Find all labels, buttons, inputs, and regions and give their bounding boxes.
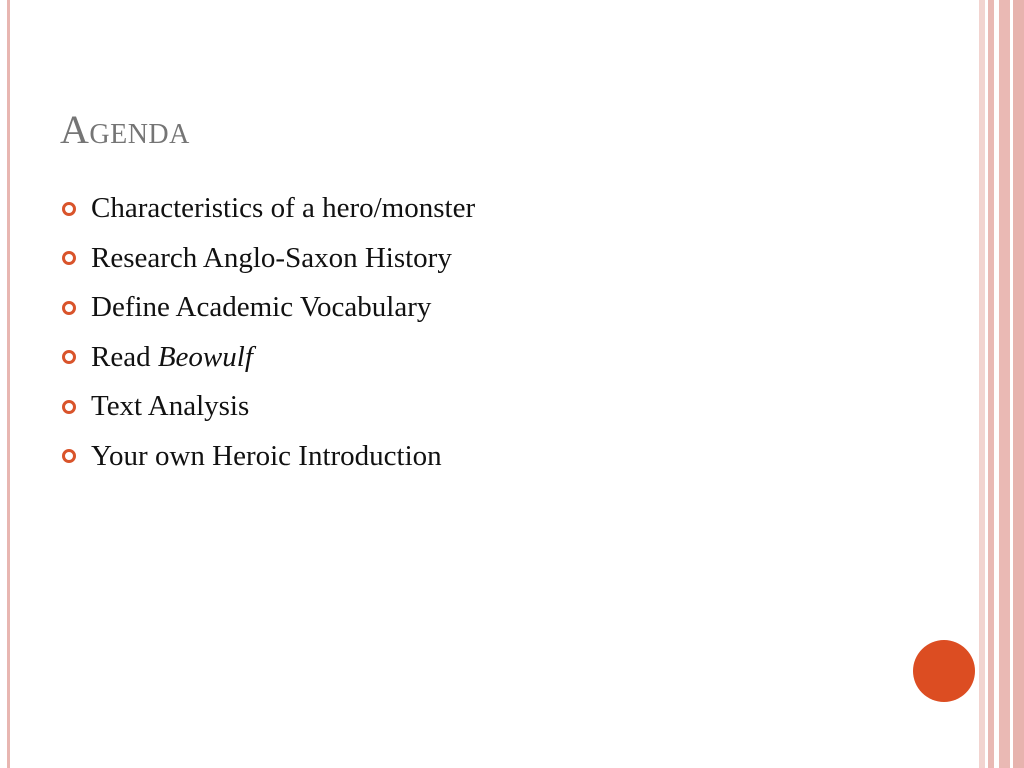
agenda-list: [62, 184, 475, 481]
orange-circle-icon: [913, 640, 975, 702]
circle-bullet-icon: [62, 251, 76, 265]
list-item-text: Characteristics of a hero/monster: [91, 192, 476, 225]
list-item: [62, 234, 475, 284]
border-stripe: [1013, 0, 1024, 768]
list-item: [62, 432, 475, 482]
list-item-text: Read: [91, 340, 151, 373]
circle-bullet-icon: [62, 449, 76, 463]
list-item: [62, 283, 475, 333]
circle-bullet-icon: [62, 301, 76, 315]
left-border-stripe: [7, 0, 10, 768]
list-item: [62, 333, 475, 383]
list-item-emphasis: Beowulf: [157, 340, 253, 373]
circle-bullet-icon: [62, 202, 76, 216]
right-border-band: [979, 0, 1024, 768]
list-item-text: Text Analysis: [91, 390, 250, 423]
list-item-text: Research Anglo-Saxon History: [91, 241, 452, 274]
list-item: [62, 184, 475, 234]
list-item-text: Define Academic Vocabulary: [91, 291, 432, 324]
border-stripe: [999, 0, 1010, 768]
list-item: [62, 382, 475, 432]
list-item-text: Your own Heroic Introduction: [91, 439, 442, 472]
slide-title: Agenda: [60, 107, 190, 152]
circle-bullet-icon: [62, 400, 76, 414]
circle-bullet-icon: [62, 350, 76, 364]
